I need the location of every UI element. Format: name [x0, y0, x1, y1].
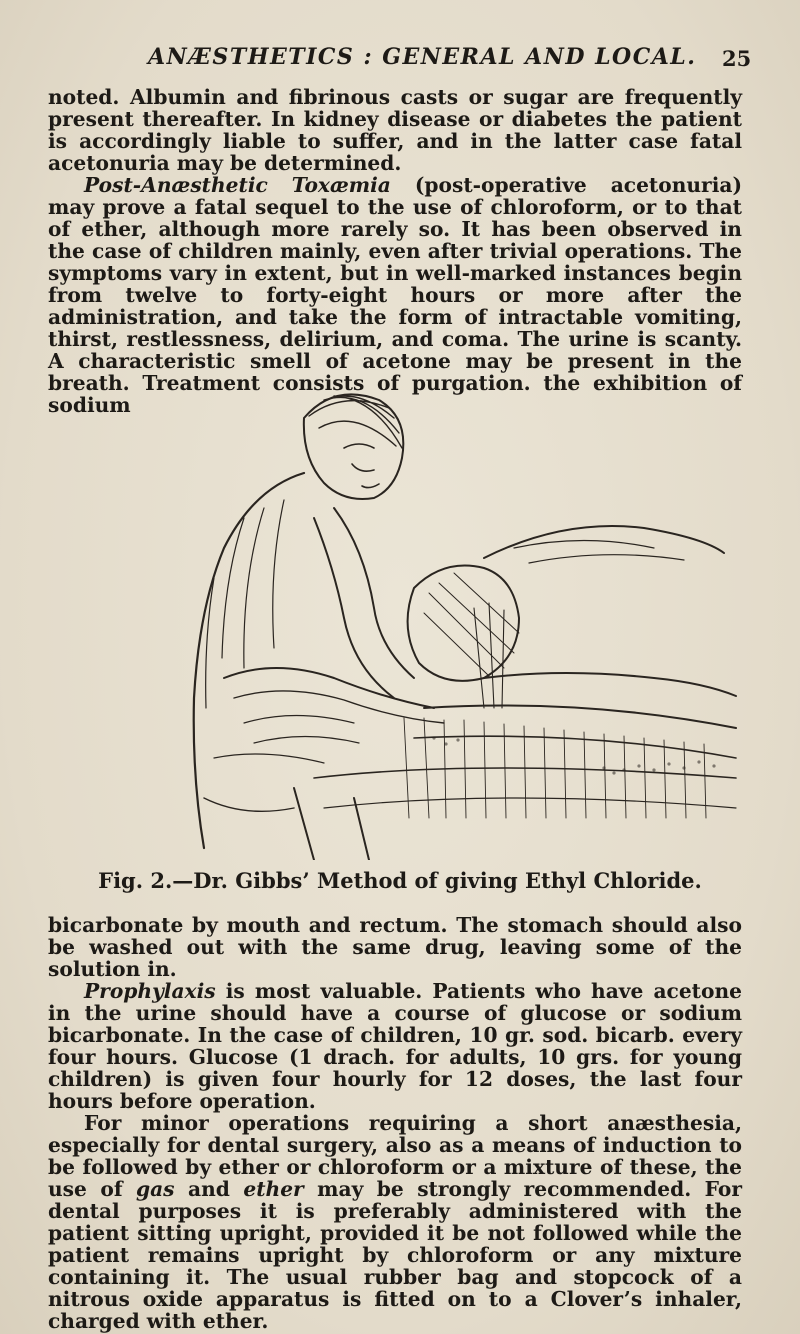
text-block-bottom	[48, 914, 742, 1332]
page-number: 25	[722, 46, 752, 71]
running-head	[0, 38, 800, 78]
paragraph: noted. Albumin and fibrinous casts or sugar are frequently present thereafter. In kidney disease or diabetes the patient is accordingly liable to suffer, and in the latter case fatal acetonuria may be determined.	[48, 85, 742, 175]
engraving-ethyl-chloride-method	[184, 378, 744, 860]
term-prophylaxis: Prophylaxis	[84, 979, 216, 1003]
paragraph-prophylaxis	[48, 980, 742, 1112]
paragraph-text: and	[174, 1177, 244, 1201]
paragraph: bicarbonate by mouth and rectum. The stomach should also be washed out with the same drug, leaving some of the solution in.	[48, 913, 742, 981]
figure-caption: Fig. 2.—Dr. Gibbs’ Method of giving Ethyl Chloride.	[98, 868, 702, 893]
running-head-title: ANÆSTHETICS : GENERAL AND LOCAL.	[148, 44, 697, 70]
term-post-anaesthetic-toxaemia: Post-Anæsthetic Toxæmia	[84, 173, 391, 197]
paragraph-text: may be strongly recommended. For dental purposes it is preferably administered with the patient sitting upright, provided it be not followed while the patient remains upright by chloroform or any mixture containing it. The usual rubber bag and stopcock of a nitrous oxide apparatus is fitted on to a Clover’s inhaler, charged with ether.	[48, 1177, 743, 1333]
paragraph-text: (post-operative acetonuria) may prove a fatal sequel to the use of chloroform, or to that of ether, although more rarely so. It has been observed in the case of children mainly, even after trivial operations. The symptoms vary in extent, but in well-marked instances begin from twelve to forty-eight hours or more after the administration, and take the form of intractable vomiting, thirst, restlessness, delirium, and coma. The urine is scanty. A characteristic smell of acetone may be present in the breath. Treatment consists of purgation. the exhibition of sodium	[48, 173, 742, 417]
paragraph-text: For minor operations requiring a short anæsthesia, especially for dental surgery, also as a means of induction to be followed by ether or chloroform or a mixture of these, the use of	[48, 1111, 742, 1201]
figure-illustration	[184, 378, 744, 860]
term-ether: ether	[243, 1177, 304, 1201]
text-block-top	[48, 86, 742, 416]
term-gas: gas	[135, 1177, 175, 1201]
paragraph-text: is most valuable. Patients who have acetone in the urine should have a course of glucose or sodium bicarbonate. In the case of children, 10 gr. sod. bicarb. every four hours. Glucose (1 drach. for adults, 10 grs. for young children) is given four hourly for 12 doses, the last four hours before operation.	[48, 979, 742, 1113]
paragraph-minor-operations	[48, 1112, 742, 1332]
